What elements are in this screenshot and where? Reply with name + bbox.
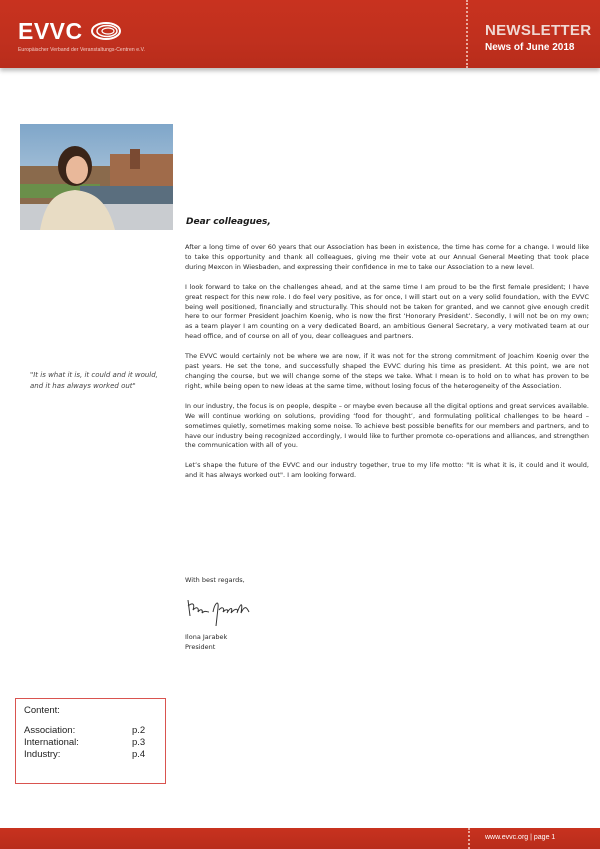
toc-item-industry[interactable] (24, 749, 157, 761)
signature-image (185, 594, 265, 632)
toc-item-international[interactable] (24, 737, 157, 749)
logo-subtitle: Europäischer Verband der Veranstaltungs-Centren e.V. (18, 47, 146, 53)
toc-item-page: p.2 (132, 725, 146, 736)
newsletter-title: NEWSLETTER (485, 22, 592, 39)
paragraph: Let’s shape the future of the EVVC and our industry together, true to my life motto: "It is what it is, it could and it would, and it has always worked out". I am looking forward. (185, 461, 589, 480)
newsletter-date: News of June 2018 (485, 42, 575, 53)
paragraph: I look forward to take on the challenges ahead, and at the same time I am proud to be the first female president; I have great respect for this new role. I do feel very positive, as for once, I will start out on a very solid foundation, with the EVVC being well positioned, financially and structurally. This should not be taken for granted, and we cannot give enough credit here to our former President Joachim Koenig, who is now the first ‘Honorary President’. Secondly, I will not be on my own; as a team player I am counting on a very dedicated Board, an ambitious General Secretary, a very motivated team at our head office, and of course on all of you, dear colleagues and partners. (185, 282, 589, 341)
logo-swirl-icon (90, 21, 122, 45)
portrait-photo (20, 124, 173, 230)
page-header (0, 0, 600, 68)
toc-item-association[interactable] (24, 725, 157, 737)
header-divider (466, 0, 468, 68)
page-footer (0, 828, 600, 849)
logo-text: EVVC (18, 18, 83, 44)
signer-block (185, 632, 227, 652)
paragraph: After a long time of over 60 years that our Association has been in existence, the time has come for a change. I would like to take this opportunity and thank all colleagues, giving me their vote at our Annual General Meeting that took place during Mexcon in Wiesbaden, and expressing their confidence in me to take our Association to a new level. (185, 243, 589, 271)
letter-body (185, 243, 589, 491)
paragraph: The EVVC would certainly not be where we are now, if it was not for the strong commitment of Joachim Koenig over the past years. He set the tone, and successfully shaped the EVVC during his time as president. At this point, we are not changing the course, but we will change some of the steps we take. What I mean is to hold on to what has proven to be right, while being open to new ideas at the same time, without losing focus of the heterogeneity of the Association. (185, 352, 589, 390)
toc-item-page: p.4 (132, 749, 146, 760)
pull-quote: "It is what it is, it could and it would, and it has always worked out" (30, 371, 158, 390)
toc-title: Content: (24, 705, 60, 716)
toc-item-page: p.3 (132, 737, 146, 748)
evvc-logo (18, 20, 145, 53)
signer-title: President (185, 643, 216, 651)
table-of-contents (15, 698, 166, 784)
footer-url-page[interactable]: www.evvc.org | page 1 (485, 834, 556, 841)
signer-name: Ilona Jarabek (185, 633, 228, 641)
toc-item-label: Industry: (24, 749, 61, 760)
toc-item-label: International: (24, 737, 79, 748)
letter-closing: With best regards, (185, 576, 245, 584)
letter-greeting: Dear colleagues, (186, 217, 271, 227)
toc-item-label: Association: (24, 725, 76, 736)
footer-divider (468, 828, 470, 849)
paragraph: In our industry, the focus is on people, despite – or maybe even because all the digital options and great services available. We will continue working on solutions, providing ‘food for thought’, and formulating political challenges to be heard – sometimes quietly, sometimes making some noise. To achieve best possible benefits for our members and partners, and to have our industry being recognized accordingly, I would like to further promote co-operations and alliances, and strengthen the communication with all of you. (185, 401, 589, 450)
